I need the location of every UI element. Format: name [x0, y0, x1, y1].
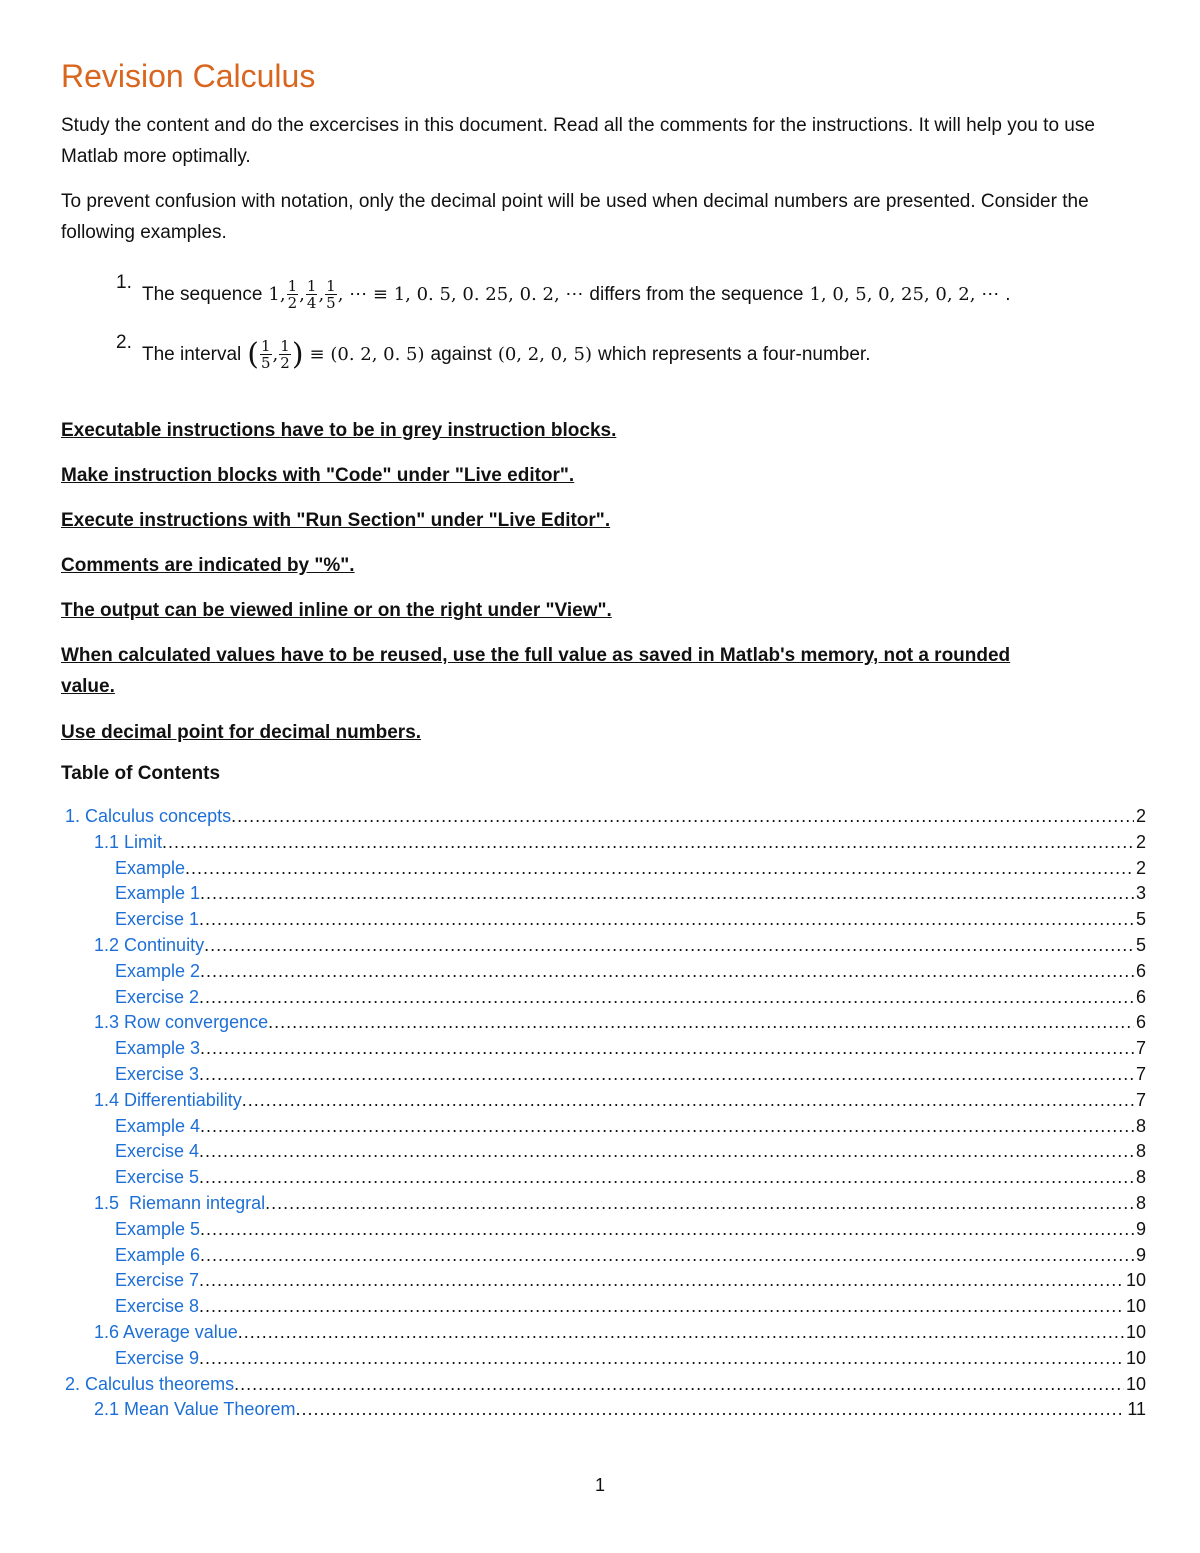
example-number: 2. [116, 332, 132, 353]
toc-page-number: 9 [1135, 1218, 1146, 1239]
toc-entry-link[interactable]: Example 2 [115, 960, 201, 981]
toc-entry[interactable] [94, 1322, 1146, 1346]
toc-page-number: 6 [1135, 960, 1146, 981]
fraction: $\frac{1}{2}$ [280, 337, 290, 372]
toc-dot-leader [200, 1038, 1134, 1059]
toc-page-number: 6 [1135, 1012, 1146, 1033]
toc-dot-leader [200, 1116, 1134, 1137]
toc-entry-link[interactable]: Exercise 7 [115, 1270, 200, 1291]
toc-dot-leader [199, 1296, 1124, 1317]
toc-entry[interactable] [115, 1064, 1146, 1088]
math-four-number: (0, 2, 0, 5) [497, 344, 593, 365]
toc-page-number: 10 [1125, 1322, 1146, 1342]
toc-dot-leader [199, 1064, 1134, 1085]
toc-dot-leader [199, 987, 1134, 1008]
math-sequence-commas: 1, 0, 5, 0, 25, 0, 2, ⋯ [809, 284, 1000, 305]
rule-line: When calculated values have to be reused, use the full value as saved in Matlab's memory, not a rounded value. [61, 645, 1011, 697]
toc-entry[interactable] [115, 1038, 1146, 1062]
toc-page-number: 6 [1135, 986, 1146, 1007]
toc-entry-link[interactable]: Exercise 9 [115, 1347, 200, 1368]
toc-dot-leader [242, 1090, 1134, 1111]
toc-dot-leader [162, 832, 1134, 853]
toc-dot-leader [185, 858, 1134, 879]
toc-entry-link[interactable]: Exercise 3 [115, 1064, 200, 1084]
toc-entry[interactable] [115, 961, 1146, 985]
toc-dot-leader [200, 1245, 1134, 1266]
rule-line: Execute instructions with "Run Section" under "Live Editor". [61, 510, 611, 531]
fraction: $\frac{1}{5}$ [326, 277, 336, 312]
toc-entry[interactable] [94, 832, 1146, 856]
example-text: differs from the sequence [589, 283, 804, 305]
toc-entry-link[interactable]: Exercise 5 [115, 1167, 200, 1188]
toc-entry-link[interactable]: Exercise 4 [115, 1141, 200, 1162]
toc-entry-link[interactable]: 2.1 Mean Value Theorem [94, 1399, 296, 1420]
toc-entry-link[interactable]: Example 6 [115, 1244, 201, 1265]
toc-entry[interactable] [115, 883, 1146, 907]
toc-page-number: 11 [1127, 1399, 1146, 1420]
toc-dot-leader [200, 883, 1134, 904]
toc-entry-link[interactable]: 1. Calculus concepts [65, 806, 232, 826]
toc-entry-link[interactable]: 1.2 Continuity [94, 935, 205, 955]
toc-title: Table of Contents [61, 763, 221, 784]
example-text: against [430, 343, 492, 365]
toc-page-number: 2 [1135, 806, 1146, 826]
toc-dot-leader [199, 1348, 1124, 1369]
toc-entry-link[interactable]: 2. Calculus theorems [65, 1373, 235, 1394]
toc-entry[interactable] [115, 1270, 1146, 1294]
fraction: $\frac{1}{5}$ [261, 337, 271, 372]
toc-dot-leader [199, 1270, 1124, 1291]
example-number: 1. [116, 272, 132, 293]
toc-entry-link[interactable]: 1.3 Row convergence [94, 1012, 269, 1033]
math-sequence-fractions: 1, $\frac{1}{2}$ , $\frac{1}{4}$ , $\frac{1}{5}$ , ⋯ ≡ 1, 0. 5, 0. 25, 0. 2, ⋯ [268, 277, 584, 312]
toc-page-number: 5 [1135, 935, 1146, 955]
example-text: which represents a four-number. [598, 343, 871, 365]
toc-page-number: 10 [1125, 1296, 1146, 1317]
toc-dot-leader [265, 1193, 1134, 1214]
document-title: Revision Calculus [61, 58, 316, 94]
toc-entry[interactable] [65, 806, 1146, 830]
toc-dot-leader [268, 1012, 1134, 1033]
toc-dot-leader [204, 935, 1134, 956]
notation-paragraph: To prevent confusion with notation, only the decimal point will be used when decimal numbers are presented. Consider the following examples. [61, 191, 1089, 243]
toc-entry[interactable] [94, 1012, 1146, 1036]
toc-entry[interactable] [115, 1116, 1146, 1140]
toc-page-number: 2 [1135, 857, 1146, 878]
toc-page-number: 9 [1135, 1244, 1146, 1265]
rule-line: The output can be viewed inline or on the right under "View". [61, 600, 612, 621]
toc-entry-link[interactable]: Example [115, 857, 186, 878]
rule-line: Executable instructions have to be in grey instruction blocks. [61, 420, 617, 441]
example-text: The interval [142, 343, 242, 365]
toc-dot-leader [199, 1141, 1134, 1162]
rule-line: Make instruction blocks with "Code" under "Live editor". [61, 465, 575, 486]
page-number: 1 [594, 1475, 605, 1495]
toc-page-number: 8 [1135, 1115, 1146, 1136]
toc-entry[interactable] [94, 1399, 1146, 1423]
toc-page-number: 10 [1125, 1270, 1146, 1291]
toc-entry[interactable] [115, 987, 1146, 1011]
toc-entry-link[interactable]: Example 1 [115, 883, 201, 904]
toc-entry[interactable] [115, 1296, 1146, 1320]
toc-dot-leader [199, 1167, 1134, 1188]
toc-entry[interactable] [65, 1374, 1146, 1398]
toc-entry[interactable] [94, 1090, 1146, 1114]
toc-dot-leader [200, 961, 1134, 982]
toc-page-number: 7 [1135, 1038, 1146, 1059]
toc-entry[interactable] [115, 1219, 1146, 1243]
example-text: The sequence [142, 283, 263, 305]
toc-entry-link[interactable]: 1.6 Average value [94, 1322, 238, 1342]
toc-entry-link[interactable]: Exercise 2 [115, 986, 200, 1007]
toc-page-number: 7 [1135, 1064, 1146, 1084]
toc-dot-leader [238, 1322, 1124, 1343]
toc-dot-leader [200, 1219, 1134, 1240]
toc-page-number: 8 [1135, 1167, 1146, 1188]
toc-entry[interactable] [115, 858, 1146, 882]
toc-entry-link[interactable]: Exercise 1 [115, 909, 200, 930]
fraction: $\frac{1}{2}$ [287, 277, 298, 312]
rule-line: Use decimal point for decimal numbers. [61, 722, 422, 743]
toc-entry-link[interactable]: Exercise 8 [115, 1296, 200, 1317]
toc-entry[interactable] [115, 1245, 1146, 1269]
intro-paragraph: Study the content and do the excercises in this document. Read all the comments for the instructions. It will help you to use Matlab more optimally. [61, 115, 1095, 167]
toc-page-number: 5 [1135, 909, 1146, 930]
math-text: ≡ (0. 2, 0. 5) [309, 344, 425, 365]
toc-entry[interactable] [94, 1193, 1146, 1217]
toc-dot-leader [231, 806, 1134, 827]
toc-page-number: 2 [1135, 831, 1146, 852]
toc-entry[interactable] [115, 1348, 1146, 1372]
toc-dot-leader [295, 1399, 1125, 1420]
rule-line: Comments are indicated by "%". [61, 555, 355, 576]
toc-entry[interactable] [115, 1167, 1146, 1191]
toc-dot-leader [199, 909, 1134, 930]
toc-entry-link[interactable]: 1.1 Limit [94, 831, 163, 852]
toc-page-number: 10 [1125, 1347, 1146, 1368]
toc-page-number: 8 [1135, 1193, 1146, 1213]
toc-entry[interactable] [94, 935, 1146, 959]
math-interval-fractions: ( $\frac{1}{5}$ , $\frac{1}{2}$ ) ≡ (0. 2, 0. 5) [247, 336, 425, 372]
toc-entry-link[interactable]: Example 4 [115, 1115, 201, 1136]
toc-page-number: 10 [1125, 1373, 1146, 1394]
fraction: $\frac{1}{4}$ [306, 277, 317, 312]
toc-entry-link[interactable]: 1.4 Differentiability [94, 1089, 242, 1110]
math-text: 1, [268, 284, 286, 305]
toc-page-number: 8 [1135, 1141, 1146, 1162]
toc-entry[interactable] [115, 1141, 1146, 1165]
toc-entry[interactable] [115, 909, 1146, 933]
toc-entry-link[interactable]: Example 3 [115, 1038, 201, 1059]
toc-dot-leader [234, 1374, 1124, 1395]
toc-entry-link[interactable]: 1.5 Riemann integral [94, 1193, 266, 1213]
toc-entry-link[interactable]: Example 5 [115, 1218, 201, 1239]
toc-page-number: 3 [1135, 883, 1146, 904]
toc-page-number: 7 [1135, 1089, 1146, 1110]
math-text: , ⋯ ≡ 1, 0. 5, 0. 25, 0. 2, ⋯ [337, 284, 584, 305]
